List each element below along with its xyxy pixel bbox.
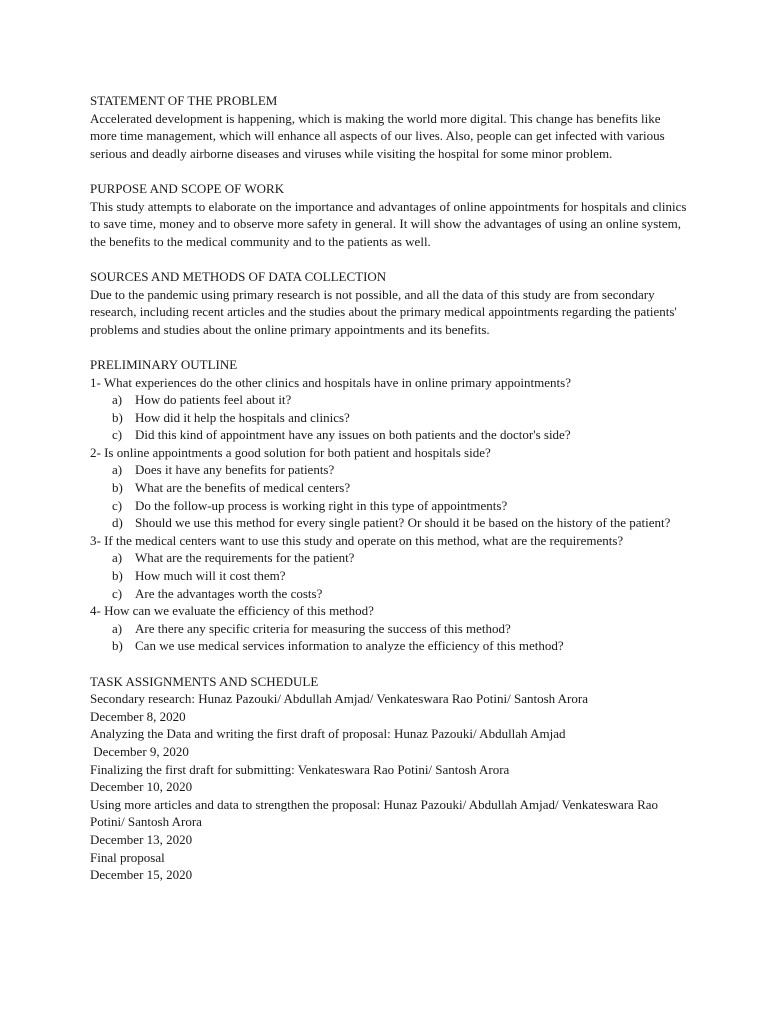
list-item [90, 637, 690, 655]
outline-question [90, 444, 690, 532]
schedule-task: Secondary research: Hunaz Pazouki/ Abdullah Amjad/ Venkateswara Rao Potini/ Santosh Arora [90, 691, 588, 707]
schedule-date: December 8, 2020 [90, 708, 186, 724]
schedule-date: December 13, 2020 [90, 831, 193, 847]
list-letter: a) [112, 620, 123, 636]
list-letter: a) [112, 550, 123, 566]
sub-question-list [90, 620, 690, 655]
section-paragraph: Due to the pandemic using primary research is not possible, and all the data of this study are from secondary research, including recent articles and the studies about the primary medical appointments regarding the patients' problems and studies about the online primary appointments and its benefits. [90, 286, 677, 337]
list-letter: a) [112, 392, 123, 408]
schedule-date: December 15, 2020 [90, 867, 193, 883]
section-paragraph: This study attempts to elaborate on the importance and advantages of online appointments for hospitals and clinics to save time, money and to observe more safety in general. It will show the advantages of using an online system, the benefits to the medical community and to the patients as well. [90, 198, 687, 249]
list-letter: b) [112, 409, 123, 425]
list-letter: c) [112, 585, 123, 601]
section-heading: SOURCES AND METHODS OF DATA COLLECTION [90, 268, 387, 284]
list-item-text: What are the requirements for the patient? [135, 550, 355, 566]
question-text: 1- What experiences do the other clinics and hospitals have in online primary appointments? [90, 374, 571, 390]
list-item-text: Should we use this method for every single patient? Or should it be based on the history of the patient? [135, 515, 671, 531]
question-text: 3- If the medical centers want to use this study and operate on this method, what are the requirements? [90, 532, 624, 548]
list-item [90, 514, 690, 532]
document-page [90, 92, 690, 884]
outline-question [90, 374, 690, 444]
list-letter: a) [112, 462, 123, 478]
list-item [90, 409, 690, 427]
list-letter: b) [112, 638, 123, 654]
list-item-text: Do the follow-up process is working right in this type of appointments? [135, 497, 508, 513]
sub-question-list [90, 461, 690, 531]
schedule-task: Using more articles and data to strengthen the proposal: Hunaz Pazouki/ Abdullah Amjad/ Venkateswara Rao Potini/ Santosh Arora [90, 796, 659, 830]
schedule-date: December 10, 2020 [90, 779, 193, 795]
problem-section [90, 92, 690, 162]
list-item-text: Does it have any benefits for patients? [135, 462, 335, 478]
section-heading: PRELIMINARY OUTLINE [90, 356, 238, 372]
list-letter: c) [112, 497, 123, 513]
schedule-task: Analyzing the Data and writing the first draft of proposal: Hunaz Pazouki/ Abdullah Amjad [90, 726, 566, 742]
sources-section [90, 268, 690, 338]
list-item [90, 461, 690, 479]
list-letter: d) [112, 515, 123, 531]
list-item-text: What are the benefits of medical centers? [135, 480, 351, 496]
section-heading: PURPOSE AND SCOPE OF WORK [90, 180, 285, 196]
list-item [90, 497, 690, 515]
list-item-text: Can we use medical services information to analyze the efficiency of this method? [135, 638, 564, 654]
list-letter: b) [112, 480, 123, 496]
list-item-text: How did it help the hospitals and clinics? [135, 409, 350, 425]
section-heading: STATEMENT OF THE PROBLEM [90, 93, 278, 108]
purpose-section [90, 180, 690, 250]
schedule-section [90, 673, 690, 884]
list-item [90, 585, 690, 603]
list-item [90, 479, 690, 497]
outline-question [90, 602, 690, 655]
question-text: 4- How can we evaluate the efficiency of this method? [90, 603, 374, 619]
sub-question-list [90, 391, 690, 444]
list-item [90, 391, 690, 409]
list-letter: b) [112, 568, 123, 584]
list-item-text: Are there any specific criteria for measuring the success of this method? [135, 620, 511, 636]
list-item-text: Are the advantages worth the costs? [135, 585, 323, 601]
sub-question-list [90, 549, 690, 602]
list-item-text: How do patients feel about it? [135, 392, 292, 408]
schedule-task: Final proposal [90, 849, 165, 865]
section-paragraph: Accelerated development is happening, which is making the world more digital. This change has benefits like more time management, which will enhance all aspects of our lives. Also, people can get infected with various serious and deadly airborne diseases and viruses while visiting the hospital for some minor problem. [90, 110, 665, 161]
outline-section [90, 356, 690, 655]
question-text: 2- Is online appointments a good solution for both patient and hospitals side? [90, 444, 491, 460]
list-item [90, 567, 690, 585]
list-item-text: How much will it cost them? [135, 568, 286, 584]
schedule-task: Finalizing the first draft for submitting: Venkateswara Rao Potini/ Santosh Arora [90, 761, 510, 777]
schedule-date: December 9, 2020 [90, 743, 189, 759]
list-item [90, 549, 690, 567]
list-item [90, 620, 690, 638]
outline-question [90, 532, 690, 602]
list-item [90, 426, 690, 444]
list-letter: c) [112, 427, 123, 443]
section-heading: TASK ASSIGNMENTS AND SCHEDULE [90, 673, 319, 689]
list-item-text: Did this kind of appointment have any issues on both patients and the doctor's side? [135, 427, 571, 443]
